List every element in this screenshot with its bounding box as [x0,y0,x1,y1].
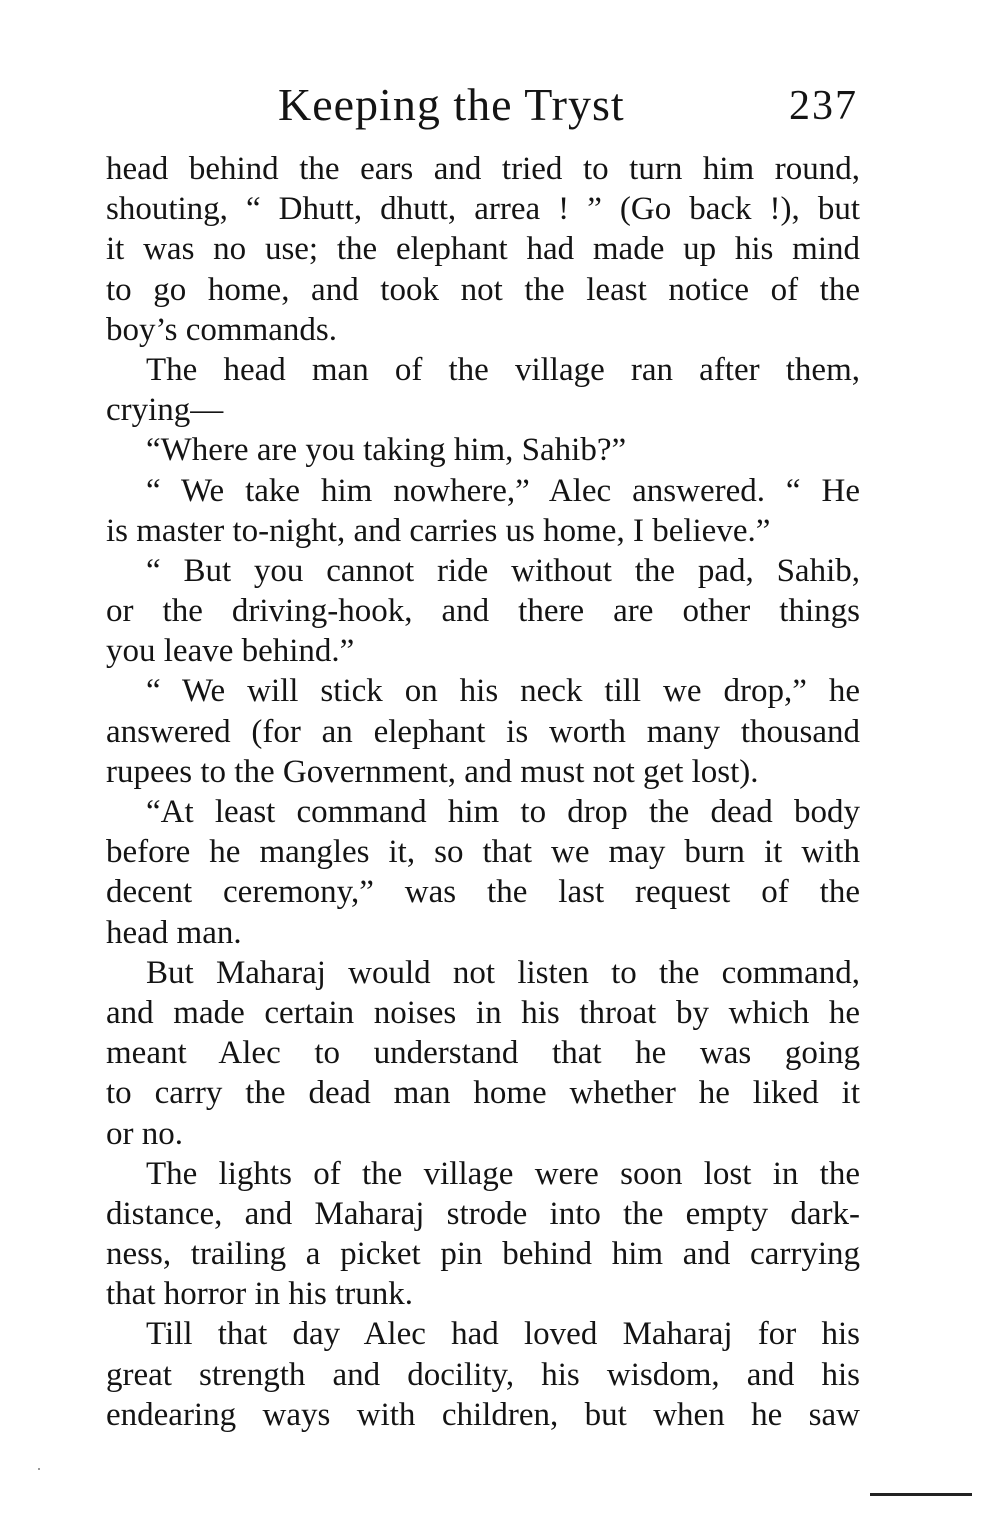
text-line: rupees to the Government, and must not get lost). [106,753,759,790]
text-line: great strength and docility, his wisdom, and his [106,1356,860,1393]
text-line: before he mangles it, so that we may burn it with [106,834,860,871]
text-line: head man. [106,914,242,951]
paragraph-first-line: “At least command him to drop the dead body [146,794,860,830]
text-line: that horror in his trunk. [106,1276,414,1313]
text-line: decent ceremony,” was the last request of the [106,874,860,911]
text-line: to go home, and took not the least notice of the [106,271,860,308]
running-head [106,78,860,138]
text-line: answered (for an elephant is worth many thousand [106,713,860,750]
text-line: distance, and Maharaj strode into the empty dark- [106,1195,860,1232]
text-line: or the driving-hook, and there are other things [106,593,860,630]
text-line: ness, trailing a picket pin behind him and carrying [106,1236,860,1273]
paper-speck [38,1468,40,1470]
paragraph-first-line: “ We take him nowhere,” Alec answered. “ He [146,472,860,509]
text-line: meant Alec to understand that he was going [106,1035,860,1072]
paragraph-first-line: “Where are you taking him, Sahib?” [146,432,627,469]
text-line: is master to-night, and carries us home, I believe.” [106,512,771,549]
body-text [106,149,860,1435]
text-line: it was no use; the elephant had made up his mind [106,231,860,268]
text-line: boy’s commands. [106,311,337,348]
text-line: head behind the ears and tried to turn him round, [106,151,860,187]
paragraph-first-line: But Maharaj would not listen to the command, [146,954,860,991]
text-line: endearing ways with children, but when he saw [106,1396,860,1433]
paragraph-first-line: Till that day Alec had loved Maharaj for his [146,1316,860,1353]
paragraph-first-line: The head man of the village ran after them, [146,351,860,388]
text-line: shouting, “ Dhutt, dhutt, arrea ! ” (Go back !), but [106,191,860,228]
text-line: to carry the dead man home whether he liked it [106,1075,860,1112]
catchword-rule [870,1493,972,1496]
page-number: 237 [789,83,858,129]
paragraph-first-line: The lights of the village were soon lost in the [146,1155,860,1192]
paragraph-first-line: “ We will stick on his neck till we drop,” he [146,673,860,710]
text-line: and made certain noises in his throat by which he [106,994,860,1031]
text-line: or no. [106,1115,183,1152]
paragraph-first-line: “ But you cannot ride without the pad, Sahib, [146,552,860,589]
text-line: you leave behind.” [106,633,355,670]
running-title: Keeping the Tryst [278,79,625,130]
text-line: crying— [106,392,224,429]
